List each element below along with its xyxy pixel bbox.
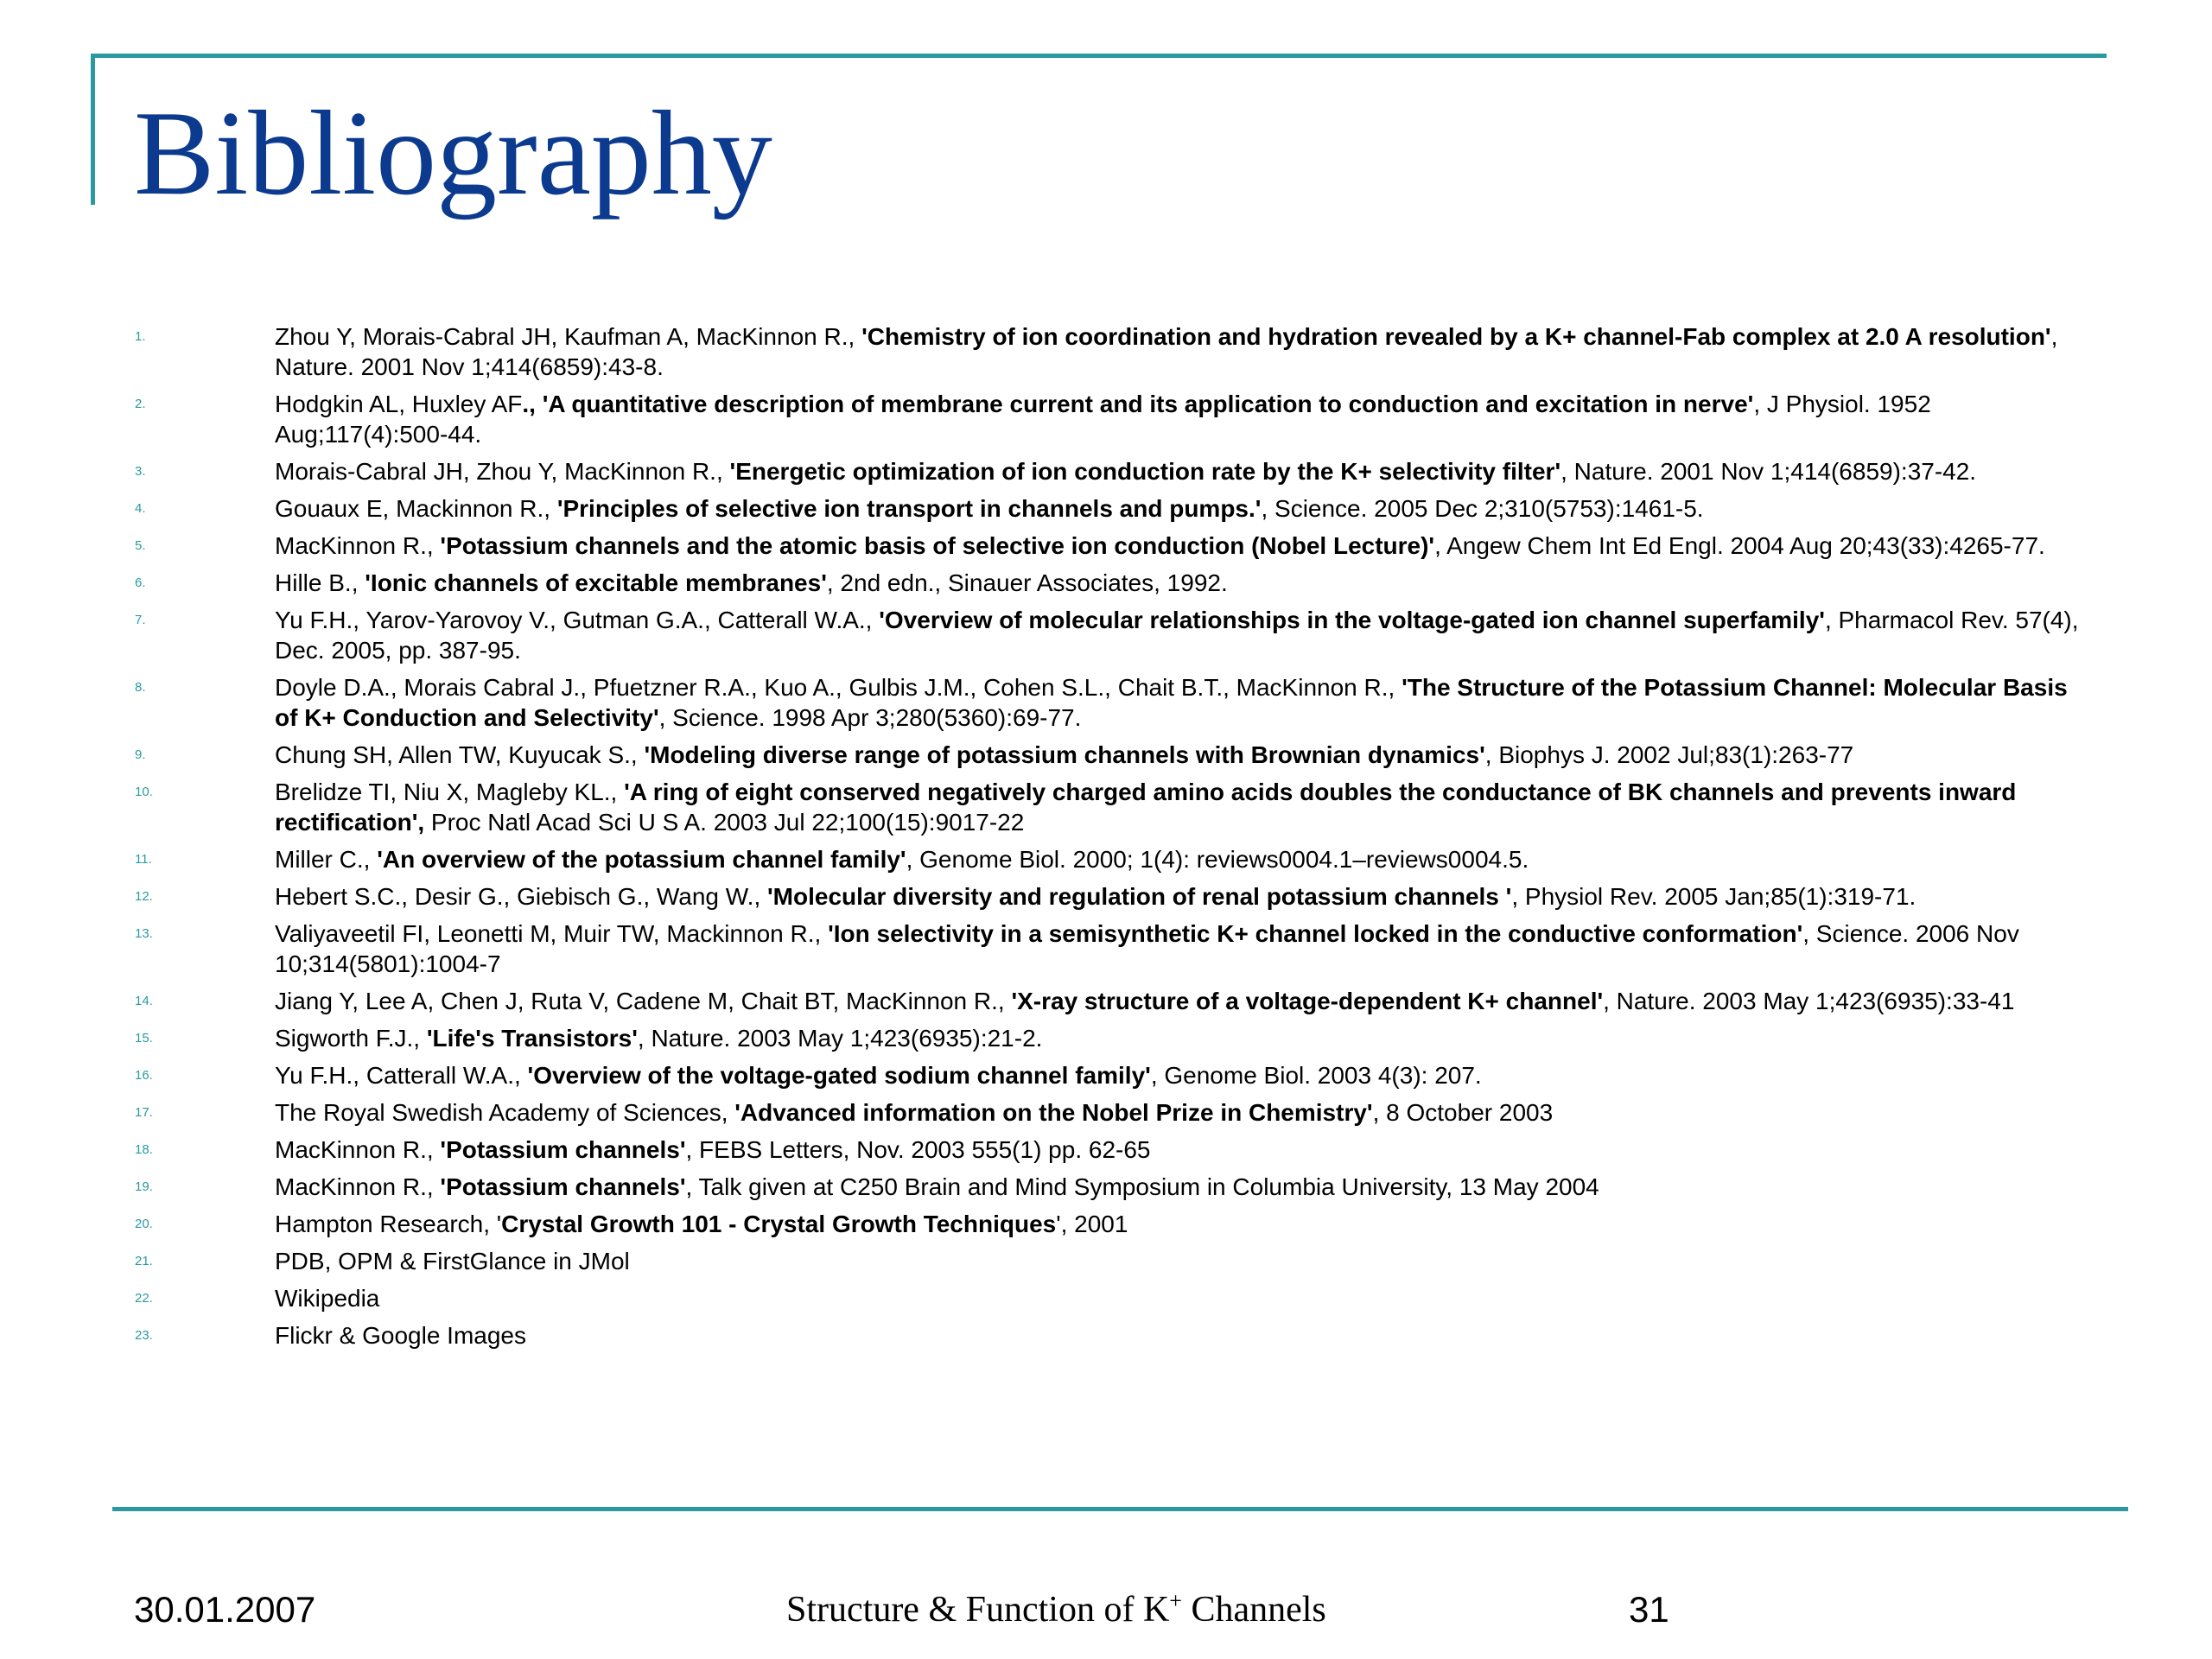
reference-item xyxy=(121,1135,2095,1165)
reference-title: 'Potassium channels and the atomic basis of selective ion conduction (Nobel Lecture)' xyxy=(440,532,1435,559)
reference-number: 17. xyxy=(135,1105,153,1120)
reference-item xyxy=(121,672,2095,733)
reference-number: 6. xyxy=(135,575,146,590)
reference-item xyxy=(121,1209,2095,1239)
reference-source: , Science. 2006 Nov 10;314(5801):1004-7 xyxy=(275,920,2019,977)
reference-source: , Physiol Rev. 2005 Jan;85(1):319-71. xyxy=(1511,883,1916,910)
reference-source: , Pharmacol Rev. 57(4), Dec. 2005, pp. 387-95. xyxy=(275,607,2079,664)
reference-title: 'Principles of selective ion transport in channels and pumps.' xyxy=(556,495,1262,522)
reference-authors: Valiyaveetil FI, Leonetti M, Muir TW, Mackinnon R., xyxy=(275,920,829,947)
reference-number: 16. xyxy=(135,1068,153,1083)
reference-title: Crystal Growth 101 - Crystal Growth Techniques xyxy=(501,1211,1057,1237)
reference-source: , Genome Biol. 2003 4(3): 207. xyxy=(1150,1062,1482,1089)
reference-authors: Flickr & Google Images xyxy=(275,1322,526,1349)
reference-title: 'Advanced information on the Nobel Prize in Chemistry' xyxy=(734,1099,1373,1126)
reference-authors: Zhou Y, Morais-Cabral JH, Kaufman A, MacKinnon R., xyxy=(275,323,862,350)
reference-number: 21. xyxy=(135,1254,153,1268)
reference-source: , Angew Chem Int Ed Engl. 2004 Aug 20;43(33):4265-77. xyxy=(1434,532,2045,559)
reference-number: 5. xyxy=(135,538,146,553)
footer-date: 30.01.2007 xyxy=(134,1589,316,1630)
reference-source: , Nature. 2001 Nov 1;414(6859):43-8. xyxy=(275,323,2058,380)
reference-number: 2. xyxy=(135,397,146,411)
reference-item xyxy=(121,844,2095,874)
reference-authors: MacKinnon R., xyxy=(275,1136,441,1163)
reference-title: ., 'A quantitative description of membrane current and its application to conduction and excitation in nerve' xyxy=(522,391,1754,417)
reference-source: Proc Natl Acad Sci U S A. 2003 Jul 22;100(15):9017-22 xyxy=(424,809,1025,836)
reference-source: , FEBS Letters, Nov. 2003 555(1) pp. 62-65 xyxy=(685,1136,1151,1163)
reference-source: , Science. 1998 Apr 3;280(5360):69-77. xyxy=(658,704,1082,731)
reference-number: 7. xyxy=(135,613,146,627)
reference-item xyxy=(121,531,2095,561)
reference-item xyxy=(121,986,2095,1016)
page-number: 31 xyxy=(1629,1589,1669,1630)
reference-source: , 8 October 2003 xyxy=(1372,1099,1554,1126)
footer-presentation-title xyxy=(786,1588,1326,1631)
reference-authors: Sigworth F.J., xyxy=(275,1025,427,1052)
reference-title: 'Ion selectivity in a semisynthetic K+ channel locked in the conductive conformation' xyxy=(828,920,1803,947)
reference-authors: Gouaux E, Mackinnon R., xyxy=(275,495,557,522)
reference-number: 15. xyxy=(135,1031,153,1046)
reference-authors: Yu F.H., Catterall W.A., xyxy=(275,1062,528,1089)
reference-item xyxy=(121,1320,2095,1351)
footer-title-superscript: + xyxy=(1169,1588,1182,1613)
reference-title: 'Molecular diversity and regulation of renal potassium channels ' xyxy=(767,883,1512,910)
reference-number: 20. xyxy=(135,1217,153,1231)
reference-title: 'Modeling diverse range of potassium channels with Brownian dynamics' xyxy=(644,741,1485,768)
footer-title-end: Channels xyxy=(1181,1590,1326,1630)
reference-authors: Yu F.H., Yarov-Yarovoy V., Gutman G.A., Catterall W.A., xyxy=(275,607,880,633)
reference-number: 22. xyxy=(135,1291,153,1306)
reference-number: 18. xyxy=(135,1142,153,1157)
reference-title: 'The Structure of the Potassium Channel: Molecular Basis of K+ Conduction and Selectivity' xyxy=(275,674,2068,731)
top-rule xyxy=(91,54,2107,58)
reference-item xyxy=(121,1097,2095,1128)
reference-authors: The Royal Swedish Academy of Sciences, xyxy=(275,1099,735,1126)
reference-authors: Miller C., xyxy=(275,846,378,873)
footer-title-main: Structure & Function of K xyxy=(786,1590,1170,1630)
reference-number: 14. xyxy=(135,994,153,1008)
bottom-rule xyxy=(112,1507,2128,1511)
reference-item xyxy=(121,389,2095,449)
reference-item xyxy=(121,568,2095,598)
reference-authors: Hebert S.C., Desir G., Giebisch G., Wang W., xyxy=(275,883,768,910)
reference-number: 4. xyxy=(135,501,146,516)
reference-number: 19. xyxy=(135,1179,153,1194)
reference-authors: Doyle D.A., Morais Cabral J., Pfuetzner R.A., Kuo A., Gulbis J.M., Cohen S.L., Chait B.T., MacKinnon R., xyxy=(275,674,1402,701)
reference-number: 8. xyxy=(135,680,146,695)
reference-authors: Hampton Research, ' xyxy=(275,1211,502,1237)
left-rule xyxy=(91,54,95,205)
reference-item xyxy=(121,777,2095,837)
reference-number: 23. xyxy=(135,1328,153,1343)
reference-title: 'Life's Transistors' xyxy=(426,1025,638,1052)
reference-title: 'Energetic optimization of ion conduction rate by the K+ selectivity filter' xyxy=(729,458,1561,485)
reference-authors: Morais-Cabral JH, Zhou Y, MacKinnon R., xyxy=(275,458,730,485)
reference-item xyxy=(121,493,2095,524)
reference-title: 'A ring of eight conserved negatively charged amino acids doubles the conductance of BK channels and prevents inward rectification', xyxy=(275,779,2017,836)
reference-item xyxy=(121,918,2095,979)
reference-title: 'Potassium channels' xyxy=(440,1173,686,1200)
reference-title: 'Chemistry of ion coordination and hydration revealed by a K+ channel-Fab complex at 2.0 A resolution' xyxy=(861,323,2051,350)
reference-number: 9. xyxy=(135,747,146,762)
reference-title: 'Potassium channels' xyxy=(440,1136,686,1163)
reference-source: , Science. 2005 Dec 2;310(5753):1461-5. xyxy=(1261,495,1704,522)
reference-source: , Nature. 2003 May 1;423(6935):21-2. xyxy=(637,1025,1043,1052)
reference-authors: PDB, OPM & FirstGlance in JMol xyxy=(275,1248,630,1274)
reference-source: , J Physiol. 1952 Aug;117(4):500-44. xyxy=(275,391,1931,448)
reference-item xyxy=(121,321,2095,382)
reference-source: , Genome Biol. 2000; 1(4): reviews0004.1–reviews0004.5. xyxy=(906,846,1529,873)
reference-authors: Brelidze TI, Niu X, Magleby KL., xyxy=(275,779,625,805)
reference-item xyxy=(121,1246,2095,1276)
reference-item xyxy=(121,1023,2095,1053)
reference-item xyxy=(121,1172,2095,1202)
reference-authors: Wikipedia xyxy=(275,1285,380,1312)
reference-number: 11. xyxy=(135,852,152,867)
reference-title: 'X-ray structure of a voltage-dependent K+ channel' xyxy=(1011,988,1604,1014)
reference-authors: Hille B., xyxy=(275,569,365,596)
reference-source: , Biophys J. 2002 Jul;83(1):263-77 xyxy=(1484,741,1854,768)
reference-item xyxy=(121,1283,2095,1313)
slide-title: Bibliography xyxy=(134,86,772,220)
reference-title: 'An overview of the potassium channel family' xyxy=(377,846,906,873)
reference-item xyxy=(121,740,2095,770)
reference-number: 10. xyxy=(135,785,153,799)
reference-source: ', 2001 xyxy=(1056,1211,1128,1237)
reference-list xyxy=(121,321,2095,1357)
reference-number: 13. xyxy=(135,926,153,941)
reference-title: 'Ionic channels of excitable membranes' xyxy=(365,569,827,596)
reference-authors: Jiang Y, Lee A, Chen J, Ruta V, Cadene M, Chait BT, MacKinnon R., xyxy=(275,988,1012,1014)
reference-title: 'Overview of the voltage-gated sodium channel family' xyxy=(527,1062,1151,1089)
reference-authors: Chung SH, Allen TW, Kuyucak S., xyxy=(275,741,645,768)
reference-number: 3. xyxy=(135,464,146,479)
reference-item xyxy=(121,881,2095,912)
reference-source: , Talk given at C250 Brain and Mind Symposium in Columbia University, 13 May 2004 xyxy=(685,1173,1599,1200)
reference-authors: Hodgkin AL, Huxley AF xyxy=(275,391,523,417)
reference-source: , Nature. 2001 Nov 1;414(6859):37-42. xyxy=(1560,458,1977,485)
reference-item xyxy=(121,456,2095,486)
reference-item xyxy=(121,1060,2095,1090)
reference-item xyxy=(121,605,2095,665)
reference-title: 'Overview of molecular relationships in the voltage-gated ion channel superfamily' xyxy=(879,607,1825,633)
reference-number: 1. xyxy=(135,329,146,344)
reference-authors: MacKinnon R., xyxy=(275,532,441,559)
reference-number: 12. xyxy=(135,889,153,904)
reference-authors: MacKinnon R., xyxy=(275,1173,441,1200)
reference-source: , Nature. 2003 May 1;423(6935):33-41 xyxy=(1603,988,2015,1014)
reference-source: , 2nd edn., Sinauer Associates, 1992. xyxy=(826,569,1228,596)
